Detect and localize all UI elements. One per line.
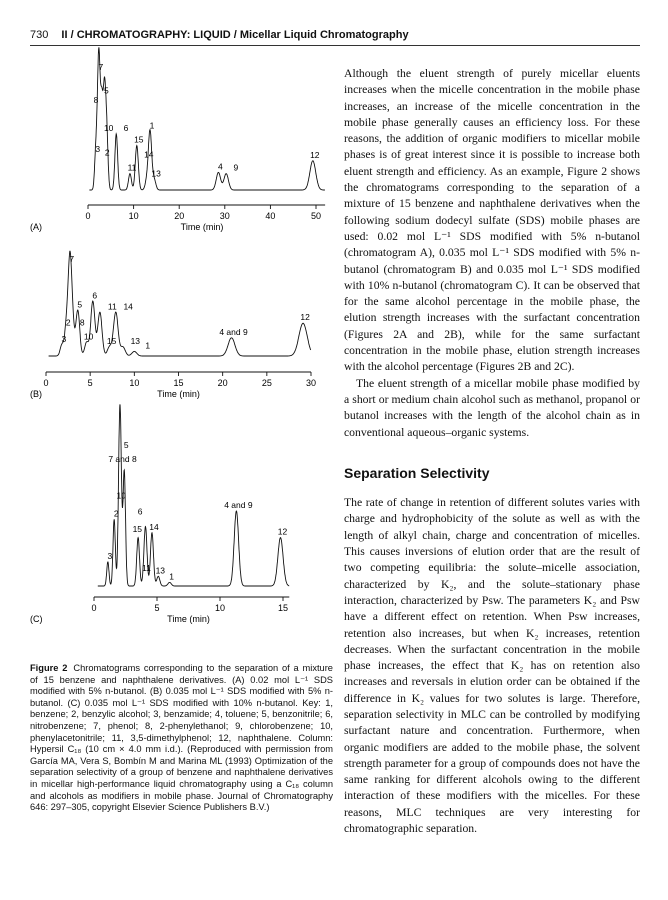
- peak-label: 11: [107, 301, 117, 312]
- x-tick-label: 5: [87, 378, 93, 388]
- peak-label: 12: [310, 149, 320, 160]
- x-tick-label: 50: [310, 211, 322, 221]
- topic-title: Micellar Liquid Chromatography: [239, 29, 409, 41]
- peak-label: 2: [113, 508, 119, 519]
- peak-label: 11: [141, 562, 151, 573]
- peak-label: 14: [149, 521, 159, 532]
- peak-label: 5: [77, 299, 83, 310]
- caption-label: Figure 2: [30, 663, 68, 673]
- peak-label: 5: [104, 85, 109, 96]
- peak-label: 15: [132, 524, 143, 535]
- peak-label: 13: [151, 168, 161, 179]
- peak-label: 8: [79, 317, 85, 328]
- peak-label: 3: [61, 334, 67, 345]
- peak-label: 1: [169, 571, 174, 582]
- peak-label: 14: [123, 301, 133, 312]
- peak-label: 6: [92, 290, 98, 301]
- chromatogram-trace: [98, 404, 289, 586]
- peak-label: 5: [123, 440, 129, 451]
- x-tick-label: 30: [305, 378, 317, 388]
- x-tick-label: 15: [277, 603, 289, 613]
- panel-label: (B): [30, 389, 42, 399]
- peak-label: 2: [104, 147, 110, 158]
- peak-label: 4 and 9: [219, 326, 248, 337]
- section-title: II / CHROMATOGRAPHY: LIQUID /: [61, 29, 240, 41]
- x-tick-label: 15: [173, 378, 184, 388]
- peak-label: 3: [107, 550, 113, 561]
- page-number: 730: [30, 29, 49, 41]
- paragraph-1: Although the eluent strength of purely micellar eluents increases when the micelle concentration in the mobile phase increases, an increase of the micelle concentration in the mobile phase generally causes an efficiency loss. For these reasons, the addition of organic modifiers to micellar mobile phases is of great interest since it is possible to increase both eluent strength and efficiency. As an example, Figure 2 shows the chromatograms corresponding to the separation of a mixture of 15 benzene and naphthalene derivatives when the following sodium dodecyl sulfate (SDS) mobile phases are used: 0.02 mol L⁻¹ SDS modified with 5% n-butanol (chromatogram A), 0.035 mol L⁻¹ SDS modified with 5% n-butanol (chromatogram B) and 0.035 mol L⁻¹ SDS modified with 10% n-butanol (chromatogram C). It can be observed that for the same alcohol percentage in the mobile phase, the elution strength increases with the surfactant concentration (Figures 2A and 2B), while for the same surfactant concentration in the mobile phase, elution strength increases with the alcohol percentage (Figures 2B and 2C).: [344, 67, 640, 374]
- peak-label: 10: [116, 490, 126, 501]
- peak-label: 7 and 8: [108, 454, 137, 464]
- x-tick-label: 30: [219, 211, 230, 221]
- paragraph-2: The eluent strength of a micellar mobile phase modified by a short or medium chain alcohol such as methanol, propanol or butanol increases with the length of the alcohol chain as in conventional aqueous–organic systems.: [344, 376, 640, 439]
- x-tick-label: 0: [91, 603, 97, 613]
- peak-label: 3: [95, 143, 101, 154]
- peak-label: 8: [93, 94, 99, 105]
- peak-label: 9: [233, 162, 239, 173]
- peak-label: 13: [155, 565, 166, 576]
- panel-label: (A): [30, 222, 42, 232]
- peak-label: 6: [137, 506, 143, 517]
- x-axis-label: Time (min): [167, 614, 210, 624]
- x-tick-label: 0: [43, 378, 49, 388]
- peak-label: 14: [144, 149, 154, 160]
- peak-label: 1: [149, 120, 155, 131]
- x-tick-label: 5: [154, 603, 160, 613]
- peak-label: 6: [123, 122, 129, 133]
- peak-label: 13: [130, 335, 141, 346]
- x-tick-label: 25: [261, 378, 272, 388]
- x-tick-label: 20: [217, 378, 228, 388]
- peak-label: 4: [218, 161, 223, 172]
- peak-label: 15: [134, 134, 144, 145]
- x-tick-label: 0: [85, 211, 91, 221]
- caption-text: Chromatograms corresponding to the separation of a mixture of 15 benzene and naphthalene derivatives. (A) 0.02 mol L⁻¹ SDS modified with 5% n-butanol. (B) 0.035 mol L⁻¹ SDS modified with 5% n-butanol. (C) 0.035 mol L⁻¹ SDS modified with 10% n-butanol. Key: 1, benzene; 2, benzylic alcohol; 3, benzamide; 4, toluene; 5, benzonitrile; 6, nitrobenzene; 7, phenol; 8, 2-phenylethanol; 9, chlorobenzene; 10, phenylacetonitrile; 11, 3,5-dimethylphenol; 12, naphthalene. Column: Hypersil C₁₈ (10 cm × 4.0 mm i.d.). (Reproduced with permission from García MA, Vera S, Bombín M and Marina ML (1993) Optimization of the separation selectivity of a group of benzene and naphthalene derivatives in micellar high-performance liquid chromatography using a C₁₈ column and alcohols as modifiers in mobile phase. Journal of Chromatography 646: 297–305, copyright Elsevier Science Publishers B.V.): [30, 663, 333, 813]
- peak-label: 1: [145, 340, 151, 351]
- x-tick-label: 10: [129, 378, 140, 388]
- body-column: [344, 66, 640, 837]
- panel-label: (C): [30, 614, 43, 624]
- x-axis-label: Time (min): [157, 389, 200, 399]
- peak-label: 10: [83, 331, 94, 342]
- x-axis-label: Time (min): [180, 222, 224, 232]
- x-tick-label: 20: [174, 211, 185, 221]
- section-heading: Separation Selectivity: [344, 464, 490, 481]
- figure-caption: [30, 663, 333, 814]
- x-tick-label: 10: [128, 211, 139, 221]
- peak-label: 7: [98, 62, 104, 72]
- x-tick-label: 40: [265, 211, 276, 221]
- peak-label: 15: [106, 335, 117, 346]
- peak-label: 12: [300, 312, 310, 323]
- x-tick-label: 10: [214, 603, 226, 613]
- peak-label: 10: [103, 122, 114, 133]
- peak-label: 4 and 9: [224, 500, 253, 510]
- peak-label: 2: [65, 317, 71, 328]
- peak-label: 12: [277, 526, 288, 537]
- peak-label: 11: [127, 162, 137, 173]
- peak-label: 7: [69, 254, 75, 264]
- paragraph-3: The rate of change in retention of different solutes varies with charge and hydrophobicity of the solute as well as with the length of alkyl chain, charge and concentration of micelles. This causes inversions of elution order that are the result of two competing equilibria: the solute–micelle association, characterized by K₂, and the solute–stationary phase interaction, characterized by Psw. The parameters K₂ and Psw have a different effect on retention. When Psw increases, retention also increases, but when K₂ increases, retention decreases. When the surfactant concentration in the mobile phase increases, the effect that K₂ has on retention also increases and reversals in elution order can be obtained if the difference in K₂ values for two solutes is large. Therefore, separation selectivity in MLC can be controlled by modifying surfactant nature and concentration. Furthermore, when organic modifiers are added to the mobile phase, the solvent strength parameter for a group of compounds does not have the same ranking for different alcohols owing to the different interaction of these modifiers with the micelles. For these reasons, MLC techniques are very interesting for chromatographic separation.: [344, 496, 640, 836]
